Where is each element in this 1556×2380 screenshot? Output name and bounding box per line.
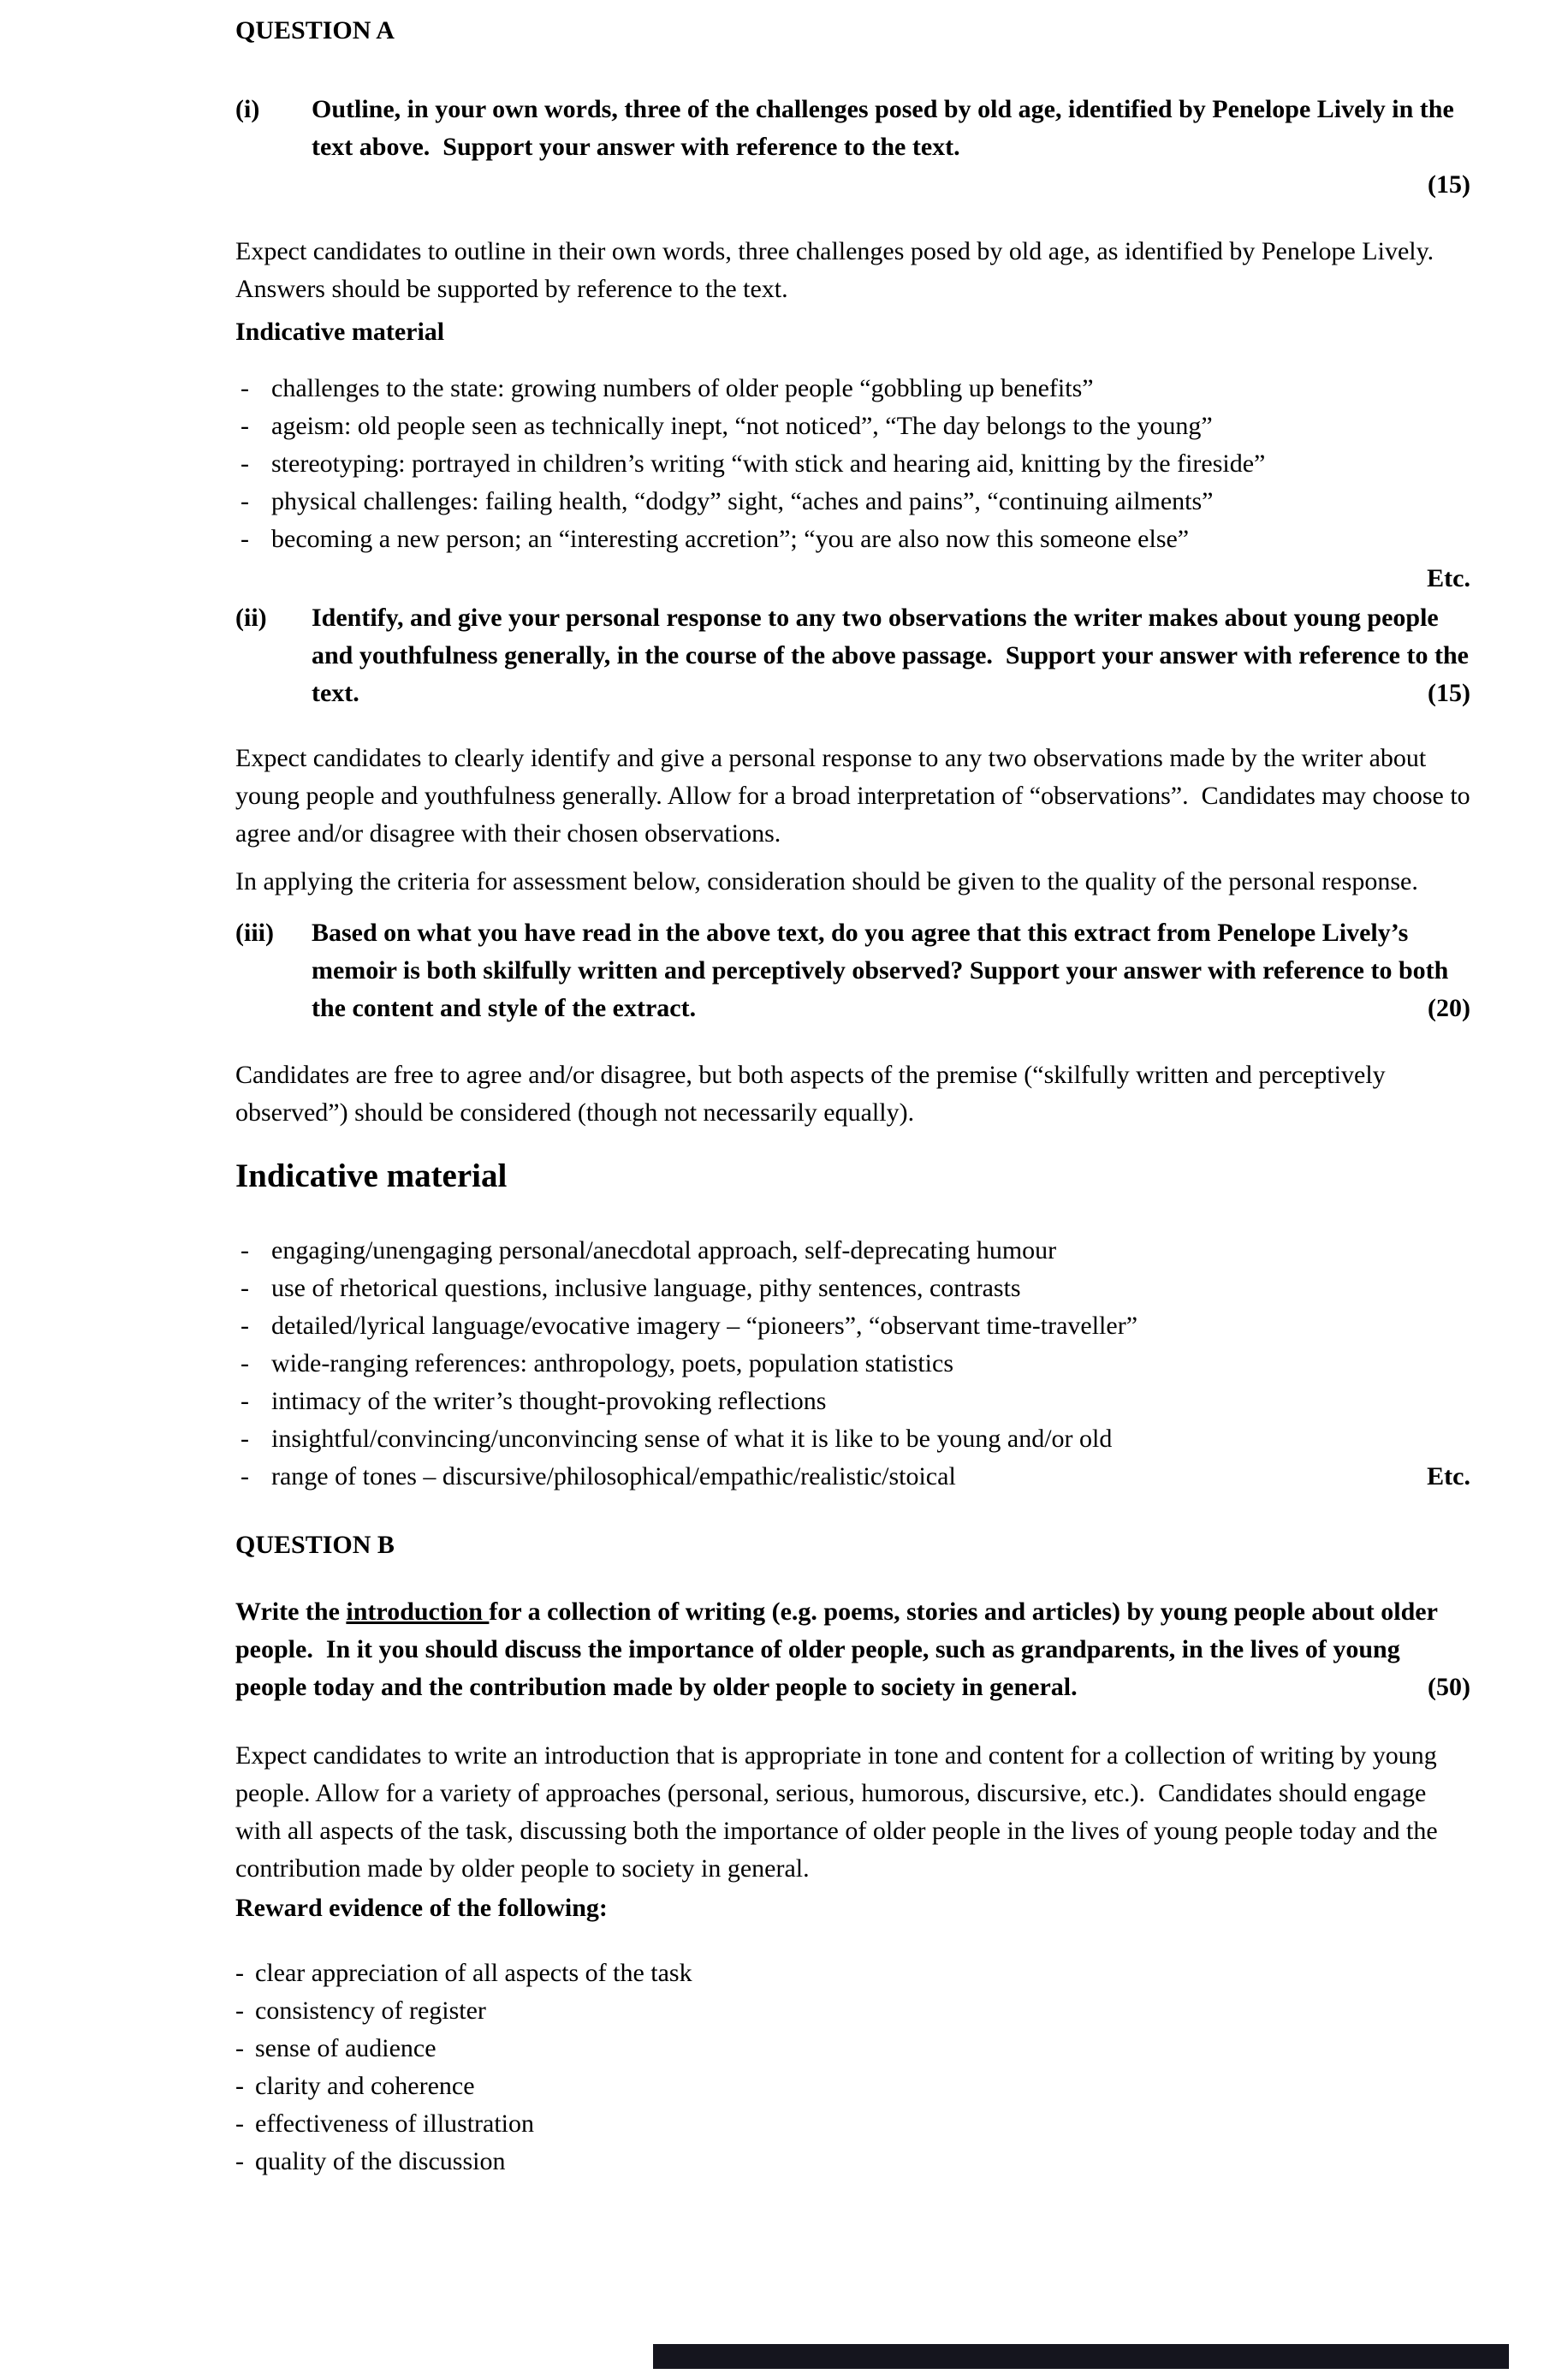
dash-bullet: - xyxy=(241,412,249,440)
dash-bullet: - xyxy=(235,1996,244,2025)
indicative-list-iii xyxy=(235,1232,1470,1496)
list-item xyxy=(235,1992,1470,2030)
list-item xyxy=(235,1420,1470,1458)
dash-bullet: - xyxy=(235,2034,244,2062)
list-item xyxy=(235,1270,1470,1307)
list-item-text: sense of audience xyxy=(255,2034,437,2062)
task-text-part1: Write the xyxy=(235,1598,347,1626)
list-item xyxy=(235,521,1470,558)
list-item xyxy=(235,1383,1470,1420)
list-item xyxy=(235,2068,1470,2105)
question-i-marks: (15) xyxy=(1428,170,1470,199)
question-b-task xyxy=(235,1593,1470,1706)
question-ii-marks: (15) xyxy=(1428,679,1470,707)
question-iii-number: (iii) xyxy=(235,919,274,947)
list-item-text: detailed/lyrical language/evocative imagery – “pioneers”, “observant time-traveller” xyxy=(271,1312,1138,1340)
expect-paragraph-iii: Candidates are free to agree and/or disagree, but both aspects of the premise (“skilfully written and perceptively observed”) should be considered (though not necessarily equally). xyxy=(235,1061,1393,1127)
dash-bullet: - xyxy=(235,1959,244,1987)
list-item xyxy=(235,1307,1470,1345)
underlined-word: introduction xyxy=(346,1598,490,1626)
dash-bullet: - xyxy=(235,2147,244,2175)
task-text-part2: for a collection of writing (e.g. poems, stories and articles) by young people about older people. In it you should discuss the importance of older people, such as grandparents, in the lives of young people today and the contribution made by older people to society in general. xyxy=(235,1598,1444,1701)
etc-label: Etc. xyxy=(1427,564,1470,592)
list-item-text: effectiveness of illustration xyxy=(255,2109,535,2138)
list-item-text: range of tones – discursive/philosophical/empathic/realistic/stoical xyxy=(271,1462,956,1490)
expect-paragraph-b: Expect candidates to write an introduction that is appropriate in tone and content for a collection of writing by young people. Allow for a variety of approaches (personal, serious, humorous, discursive, etc.). Candidates should engage with all aspects of the task, discussing both the importance of older people in the lives of young people today and the contribution made by older people to society in general. xyxy=(235,1741,1445,1883)
indicative-material-heading-large: Indicative material xyxy=(235,1157,508,1194)
dash-bullet: - xyxy=(241,1349,249,1377)
list-item xyxy=(235,408,1470,445)
question-ii-number: (ii) xyxy=(235,604,267,632)
list-item-text: physical challenges: failing health, “dodgy” sight, “aches and pains”, “continuing ailments” xyxy=(271,487,1214,515)
list-item xyxy=(235,1458,1470,1496)
question-i-body xyxy=(312,91,1470,204)
list-item-text: intimacy of the writer’s thought-provoking reflections xyxy=(271,1387,827,1415)
question-b-marks: (50) xyxy=(1428,1673,1470,1701)
expect-paragraph-i: Expect candidates to outline in their own words, three challenges posed by old age, as identified by Penelope Lively. Answers should be supported by reference to the text. xyxy=(235,237,1440,303)
reward-heading: Reward evidence of the following: xyxy=(235,1894,608,1922)
list-item-text: insightful/convincing/unconvincing sense of what it is like to be young and/or old xyxy=(271,1425,1113,1453)
dash-bullet: - xyxy=(235,2109,244,2138)
page-edge-bar xyxy=(653,2344,1509,2369)
expect-paragraph-ii: Expect candidates to clearly identify and give a personal response to any two observations made by the writer about young people and youthfulness generally. Allow for a broad interpretation of “observations”. Candidates may choose to agree and/or disagree with their chosen observations. xyxy=(235,744,1477,848)
list-item xyxy=(235,1345,1470,1383)
question-iii-text: Based on what you have read in the above text, do you agree that this extract from Penelope Lively’s memoir is both skilfully written and perceptively observed? Support your answer with reference to both the content and style of the extract. xyxy=(312,919,1455,1022)
dash-bullet: - xyxy=(241,1236,249,1264)
question-iii-marks: (20) xyxy=(1428,994,1470,1022)
list-item-text: use of rhetorical questions, inclusive language, pithy sentences, contrasts xyxy=(271,1274,1021,1302)
list-item-text: stereotyping: portrayed in children’s writing “with stick and hearing aid, knitting by the fireside” xyxy=(271,449,1266,478)
question-i-number: (i) xyxy=(235,95,260,123)
question-i-text: Outline, in your own words, three of the challenges posed by old age, identified by Penelope Lively in the text above. Support your answer with reference to the text. xyxy=(312,95,1461,161)
dash-bullet: - xyxy=(241,374,249,402)
dash-bullet: - xyxy=(241,1312,249,1340)
question-ii-text: Identify, and give your personal response to any two observations the writer makes about young people and youthfulness generally, in the course of the above passage. Support your answer with reference to the text. xyxy=(312,604,1476,707)
dash-bullet: - xyxy=(241,449,249,478)
list-item xyxy=(235,2030,1470,2068)
dash-bullet: - xyxy=(241,1274,249,1302)
question-a-heading: QUESTION A xyxy=(235,16,395,45)
dash-bullet: - xyxy=(241,1387,249,1415)
indicative-material-heading-small: Indicative material xyxy=(235,318,445,346)
reward-list xyxy=(235,1955,1470,2181)
dash-bullet: - xyxy=(241,525,249,553)
question-ii-body xyxy=(312,599,1476,712)
list-item xyxy=(235,1232,1470,1270)
indicative-list-i xyxy=(235,370,1470,558)
assessment-note: In applying the criteria for assessment below, consideration should be given to the quality of the personal response. xyxy=(235,867,1418,895)
list-item xyxy=(235,445,1470,483)
list-item xyxy=(235,483,1470,521)
dash-bullet: - xyxy=(235,2072,244,2100)
list-item-text: becoming a new person; an “interesting accretion”; “you are also now this someone else” xyxy=(271,525,1190,553)
list-item xyxy=(235,2105,1470,2143)
question-iii-body xyxy=(312,914,1470,1027)
dash-bullet: - xyxy=(241,487,249,515)
question-iii xyxy=(235,914,1470,1027)
list-item-text: ageism: old people seen as technically inept, “not noticed”, “The day belongs to the young” xyxy=(271,412,1213,440)
dash-bullet: - xyxy=(241,1462,249,1490)
etc-label: Etc. xyxy=(1427,1462,1470,1490)
list-item-text: clear appreciation of all aspects of the task xyxy=(255,1959,692,1987)
list-item-text: engaging/unengaging personal/anecdotal approach, self-deprecating humour xyxy=(271,1236,1057,1264)
list-item-text: wide-ranging references: anthropology, poets, population statistics xyxy=(271,1349,954,1377)
question-ii xyxy=(235,599,1476,712)
list-item xyxy=(235,1955,1470,1992)
dash-bullet: - xyxy=(241,1425,249,1453)
list-item-text: challenges to the state: growing numbers of older people “gobbling up benefits” xyxy=(271,374,1094,402)
question-b-heading: QUESTION B xyxy=(235,1531,395,1559)
list-item xyxy=(235,370,1470,408)
question-i xyxy=(235,91,1470,204)
list-item-text: consistency of register xyxy=(255,1996,486,2025)
list-item-text: clarity and coherence xyxy=(255,2072,475,2100)
list-item xyxy=(235,2143,1470,2181)
list-item-text: quality of the discussion xyxy=(255,2147,506,2175)
